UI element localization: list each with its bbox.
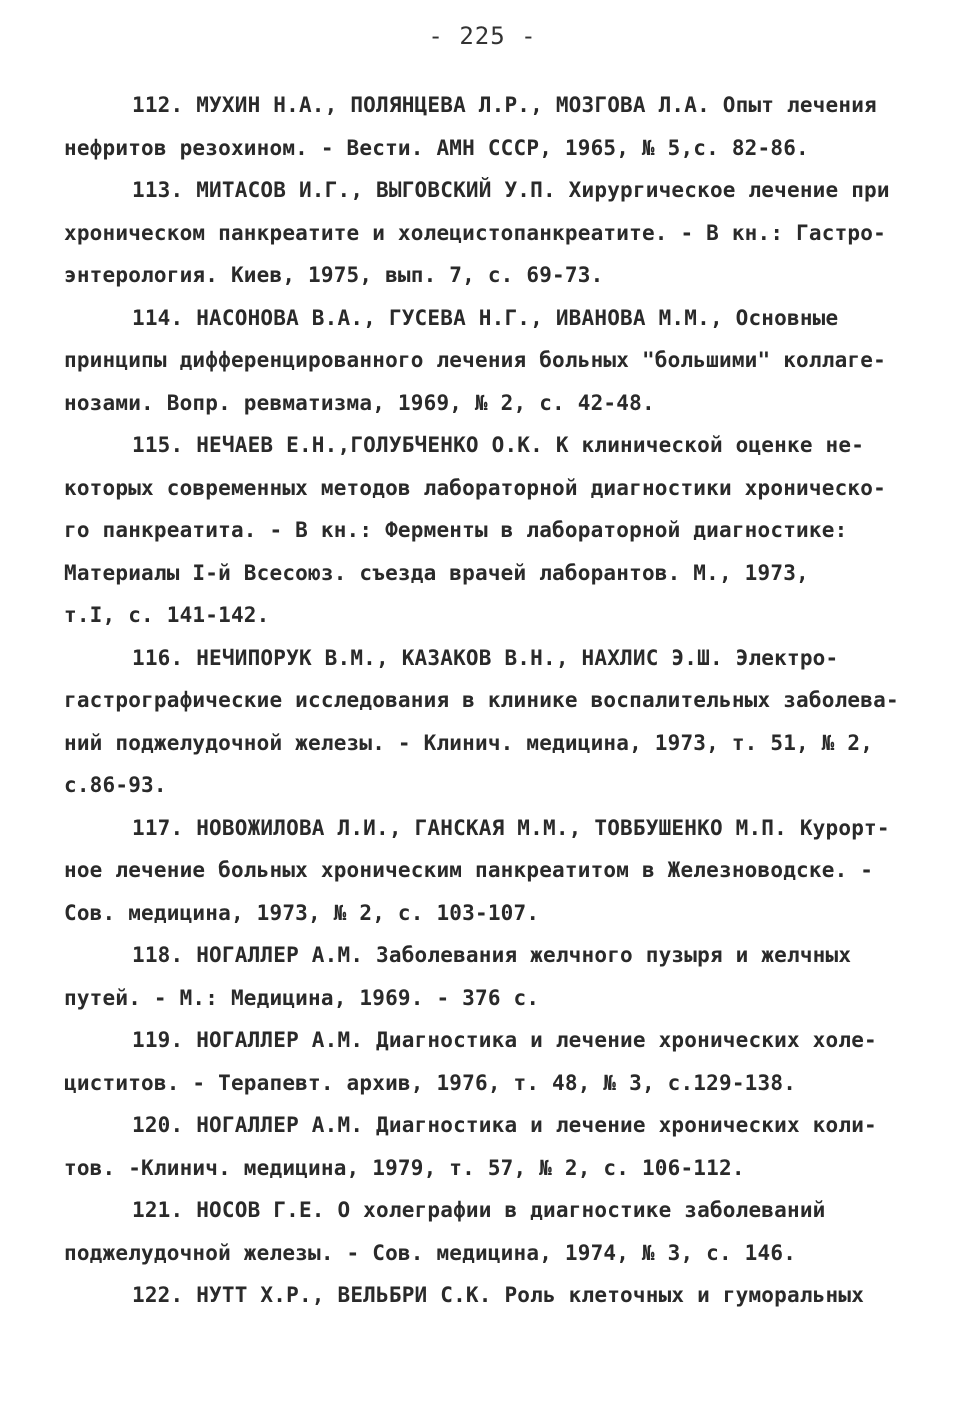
reference-line: 117. НОВОЖИЛОВА Л.И., ГАНСКАЯ М.М., ТОВБУШЕНКО М.П. Курорт-	[132, 815, 890, 840]
reference-line: т.I, с. 141-142.	[64, 603, 270, 627]
reference-line: ний поджелудочной железы. - Клинич. медицина, 1973, т. 51, № 2,	[64, 730, 874, 755]
reference-entry	[64, 1274, 904, 1317]
reference-entry	[64, 1019, 904, 1104]
reference-line: 112. МУХИН Н.А., ПОЛЯНЦЕВА Л.Р., МОЗГОВА Л.А. Опыт лечения	[132, 93, 877, 117]
reference-entry	[64, 297, 904, 425]
reference-entry	[64, 1104, 904, 1189]
reference-line: 118. НОГАЛЛЕР А.М. Заболевания желчного пузыря и желчных	[132, 943, 852, 967]
reference-line: 114. НАСОНОВА В.А., ГУСЕВА Н.Г., ИВАНОВА М.М., Основные	[132, 305, 839, 330]
reference-line: энтерология. Киев, 1975, вып. 7, с. 69-73.	[64, 263, 604, 287]
reference-line: 113. МИТАСОВ И.Г., ВЫГОВСКИЙ У.П. Хирургическое лечение при	[132, 178, 890, 202]
reference-entry	[64, 84, 904, 169]
reference-entry	[64, 934, 904, 1019]
reference-entry	[64, 424, 904, 637]
reference-line: нефритов резохином. - Вести. АМН СССР, 1965, № 5,с. 82-86.	[64, 135, 809, 160]
reference-entry	[64, 637, 904, 807]
reference-line: 122. НУТТ Х.Р., ВЕЛЬБРИ С.К. Роль клеточных и гуморальных	[132, 1283, 865, 1307]
reference-entry	[64, 169, 904, 297]
reference-line: 116. НЕЧИПОРУК В.М., КАЗАКОВ В.Н., НАХЛИС Э.Ш. Электро-	[132, 645, 839, 670]
reference-line: 121. НОСОВ Г.Е. О холеграфии в диагностике заболеваний	[132, 1198, 826, 1222]
reference-line: тов. -Клинич. медицина, 1979, т. 57, № 2, с. 106-112.	[64, 1155, 745, 1180]
reference-line: которых современных методов лабораторной диагностики хроническо-	[64, 475, 886, 500]
reference-line: нозами. Вопр. ревматизма, 1969, № 2, с. 42-48.	[64, 390, 655, 415]
reference-line: Материалы I-й Всесоюз. съезда врачей лаборантов. М., 1973,	[64, 560, 809, 585]
reference-line: ное лечение больных хроническим панкреатитом в Железноводске. -	[64, 858, 874, 882]
reference-line: 119. НОГАЛЛЕР А.М. Диагностика и лечение хронических холе-	[132, 1028, 877, 1052]
reference-line: с.86-93.	[64, 773, 167, 797]
reference-line: принципы дифференцированного лечения больных "большими" коллаге-	[64, 348, 886, 372]
reference-line: поджелудочной железы. - Сов. медицина, 1974, № 3, с. 146.	[64, 1240, 797, 1265]
reference-line: 115. НЕЧАЕВ Е.Н.,ГОЛУБЧЕНКО О.К. К клинической оценке не-	[132, 433, 865, 457]
reference-line: хроническом панкреатите и холецистопанкреатите. - В кн.: Гастро-	[64, 220, 886, 245]
reference-line: циститов. - Терапевт. архив, 1976, т. 48, № 3, с.129-138.	[64, 1070, 797, 1095]
reference-line: путей. - М.: Медицина, 1969. - 376 с.	[64, 985, 540, 1010]
reference-line: 120. НОГАЛЛЕР А.М. Диагностика и лечение хронических коли-	[132, 1113, 877, 1137]
reference-entry	[64, 807, 904, 935]
reference-line: Сов. медицина, 1973, № 2, с. 103-107.	[64, 900, 540, 925]
bibliography-list	[64, 84, 904, 1317]
reference-line: гастрографические исследования в клинике воспалительных заболева-	[64, 688, 899, 712]
page-number: - 225 -	[428, 22, 537, 50]
reference-line: го панкреатита. - В кн.: Ферменты в лабораторной диагностике:	[64, 518, 848, 542]
reference-entry	[64, 1189, 904, 1274]
